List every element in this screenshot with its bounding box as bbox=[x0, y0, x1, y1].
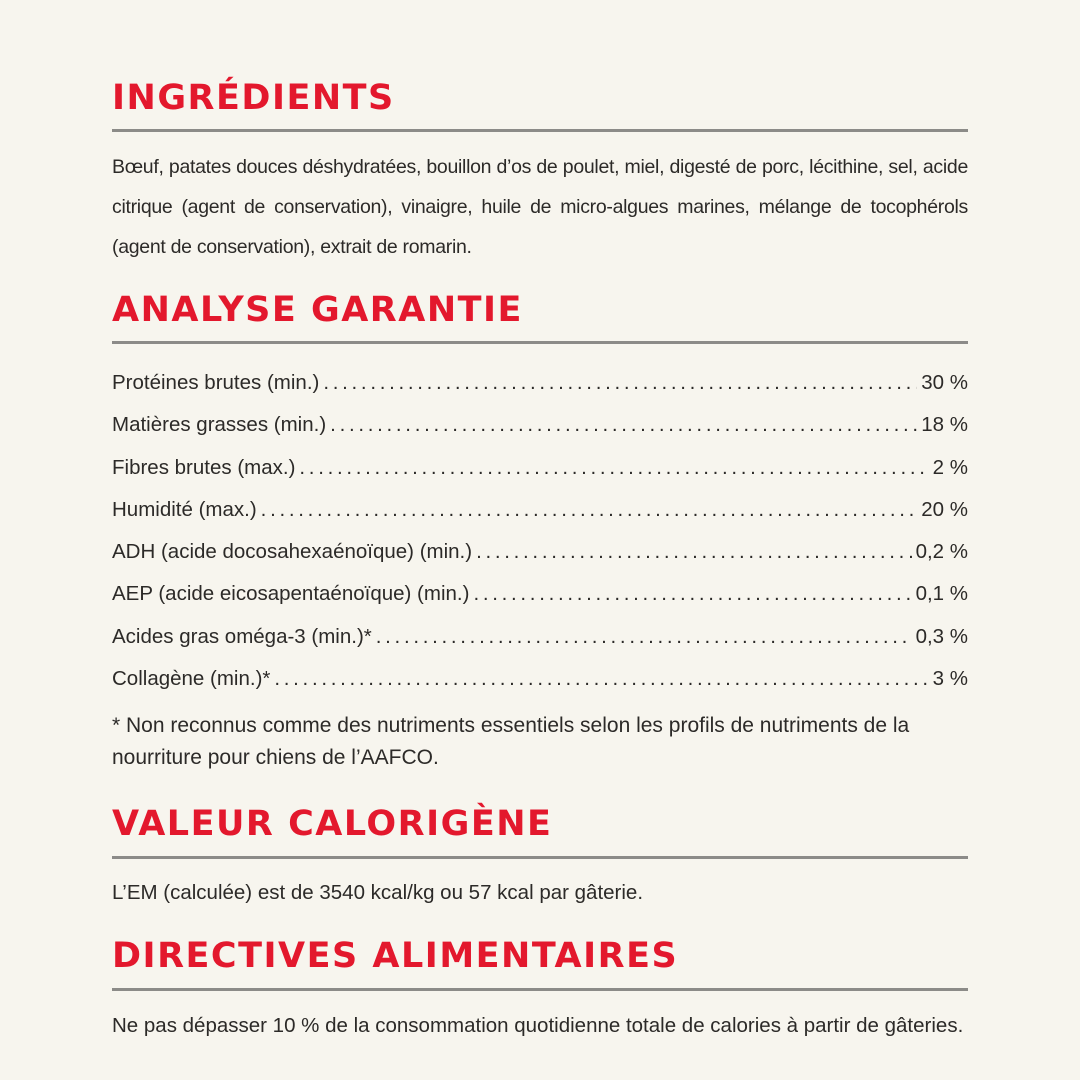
analysis-row-value: 3 % bbox=[932, 667, 968, 691]
analysis-row-label: AEP (acide eicosapentaénoïque) (min.) bbox=[112, 582, 470, 606]
analysis-row-value: 30 % bbox=[921, 371, 968, 394]
analysis-row-value: 20 % bbox=[921, 497, 968, 521]
feeding-divider bbox=[112, 988, 968, 991]
feeding-text: Ne pas dépasser 10 % de la consommation quotidienne totale de calories à partir de gâteries. bbox=[112, 1014, 964, 1037]
calories-divider bbox=[112, 856, 968, 859]
analysis-row bbox=[112, 362, 968, 404]
calories-heading: VALEUR CALORIGÈNE bbox=[112, 804, 553, 844]
analysis-row bbox=[112, 616, 968, 658]
analysis-row-value: 0,1 % bbox=[915, 582, 968, 606]
analysis-row-value: 0,2 % bbox=[915, 540, 968, 564]
calories-text: L’EM (calculée) est de 3540 kcal/kg ou 57 kcal par gâterie. bbox=[112, 881, 644, 904]
ingredients-divider bbox=[112, 129, 968, 132]
analysis-table bbox=[112, 362, 968, 700]
dot-leader bbox=[323, 362, 917, 404]
dot-leader bbox=[299, 447, 928, 489]
dot-leader bbox=[261, 489, 918, 531]
analysis-row-value: 2 % bbox=[932, 455, 968, 479]
analysis-row-value: 18 % bbox=[921, 413, 968, 437]
dot-leader bbox=[473, 573, 911, 615]
analysis-row-value: 0,3 % bbox=[915, 624, 968, 648]
analysis-heading: ANALYSE GARANTIE bbox=[112, 290, 523, 330]
dot-leader bbox=[330, 404, 917, 446]
analysis-footnote: * Non reconnus comme des nutriments essentiels selon les profils de nutriments de la nourriture pour chiens de l’AAFCO. bbox=[112, 714, 910, 769]
ingredients-heading: INGRÉDIENTS bbox=[112, 78, 395, 118]
dot-leader bbox=[376, 616, 912, 658]
analysis-row bbox=[112, 658, 968, 700]
analysis-row-label: ADH (acide docosahexaénoïque) (min.) bbox=[112, 540, 473, 564]
analysis-row-label: Humidité (max.) bbox=[112, 497, 257, 521]
analysis-row bbox=[112, 573, 968, 615]
feeding-heading: DIRECTIVES ALIMENTAIRES bbox=[112, 936, 679, 976]
analysis-row bbox=[112, 404, 968, 446]
analysis-row-label: Fibres brutes (max.) bbox=[112, 455, 296, 479]
dot-leader bbox=[274, 658, 928, 700]
analysis-row bbox=[112, 447, 968, 489]
ingredients-text: Bœuf, patates douces déshydratées, bouillon d’os de poulet, miel, digesté de porc, lécithine, sel, acide citrique (agent de conservation), vinaigre, huile de micro-algues marines, mélange de tocophérols (agent de conservation), extrait de romarin. bbox=[112, 156, 968, 258]
analysis-row bbox=[112, 531, 968, 573]
analysis-row-label: Protéines brutes (min.) bbox=[112, 371, 320, 394]
dot-leader bbox=[476, 531, 912, 573]
analysis-row-label: Collagène (min.)* bbox=[112, 667, 271, 691]
analysis-row-label: Matières grasses (min.) bbox=[112, 413, 327, 437]
analysis-divider bbox=[112, 341, 968, 344]
analysis-row-label: Acides gras oméga-3 (min.)* bbox=[112, 624, 372, 648]
analysis-row bbox=[112, 489, 968, 531]
